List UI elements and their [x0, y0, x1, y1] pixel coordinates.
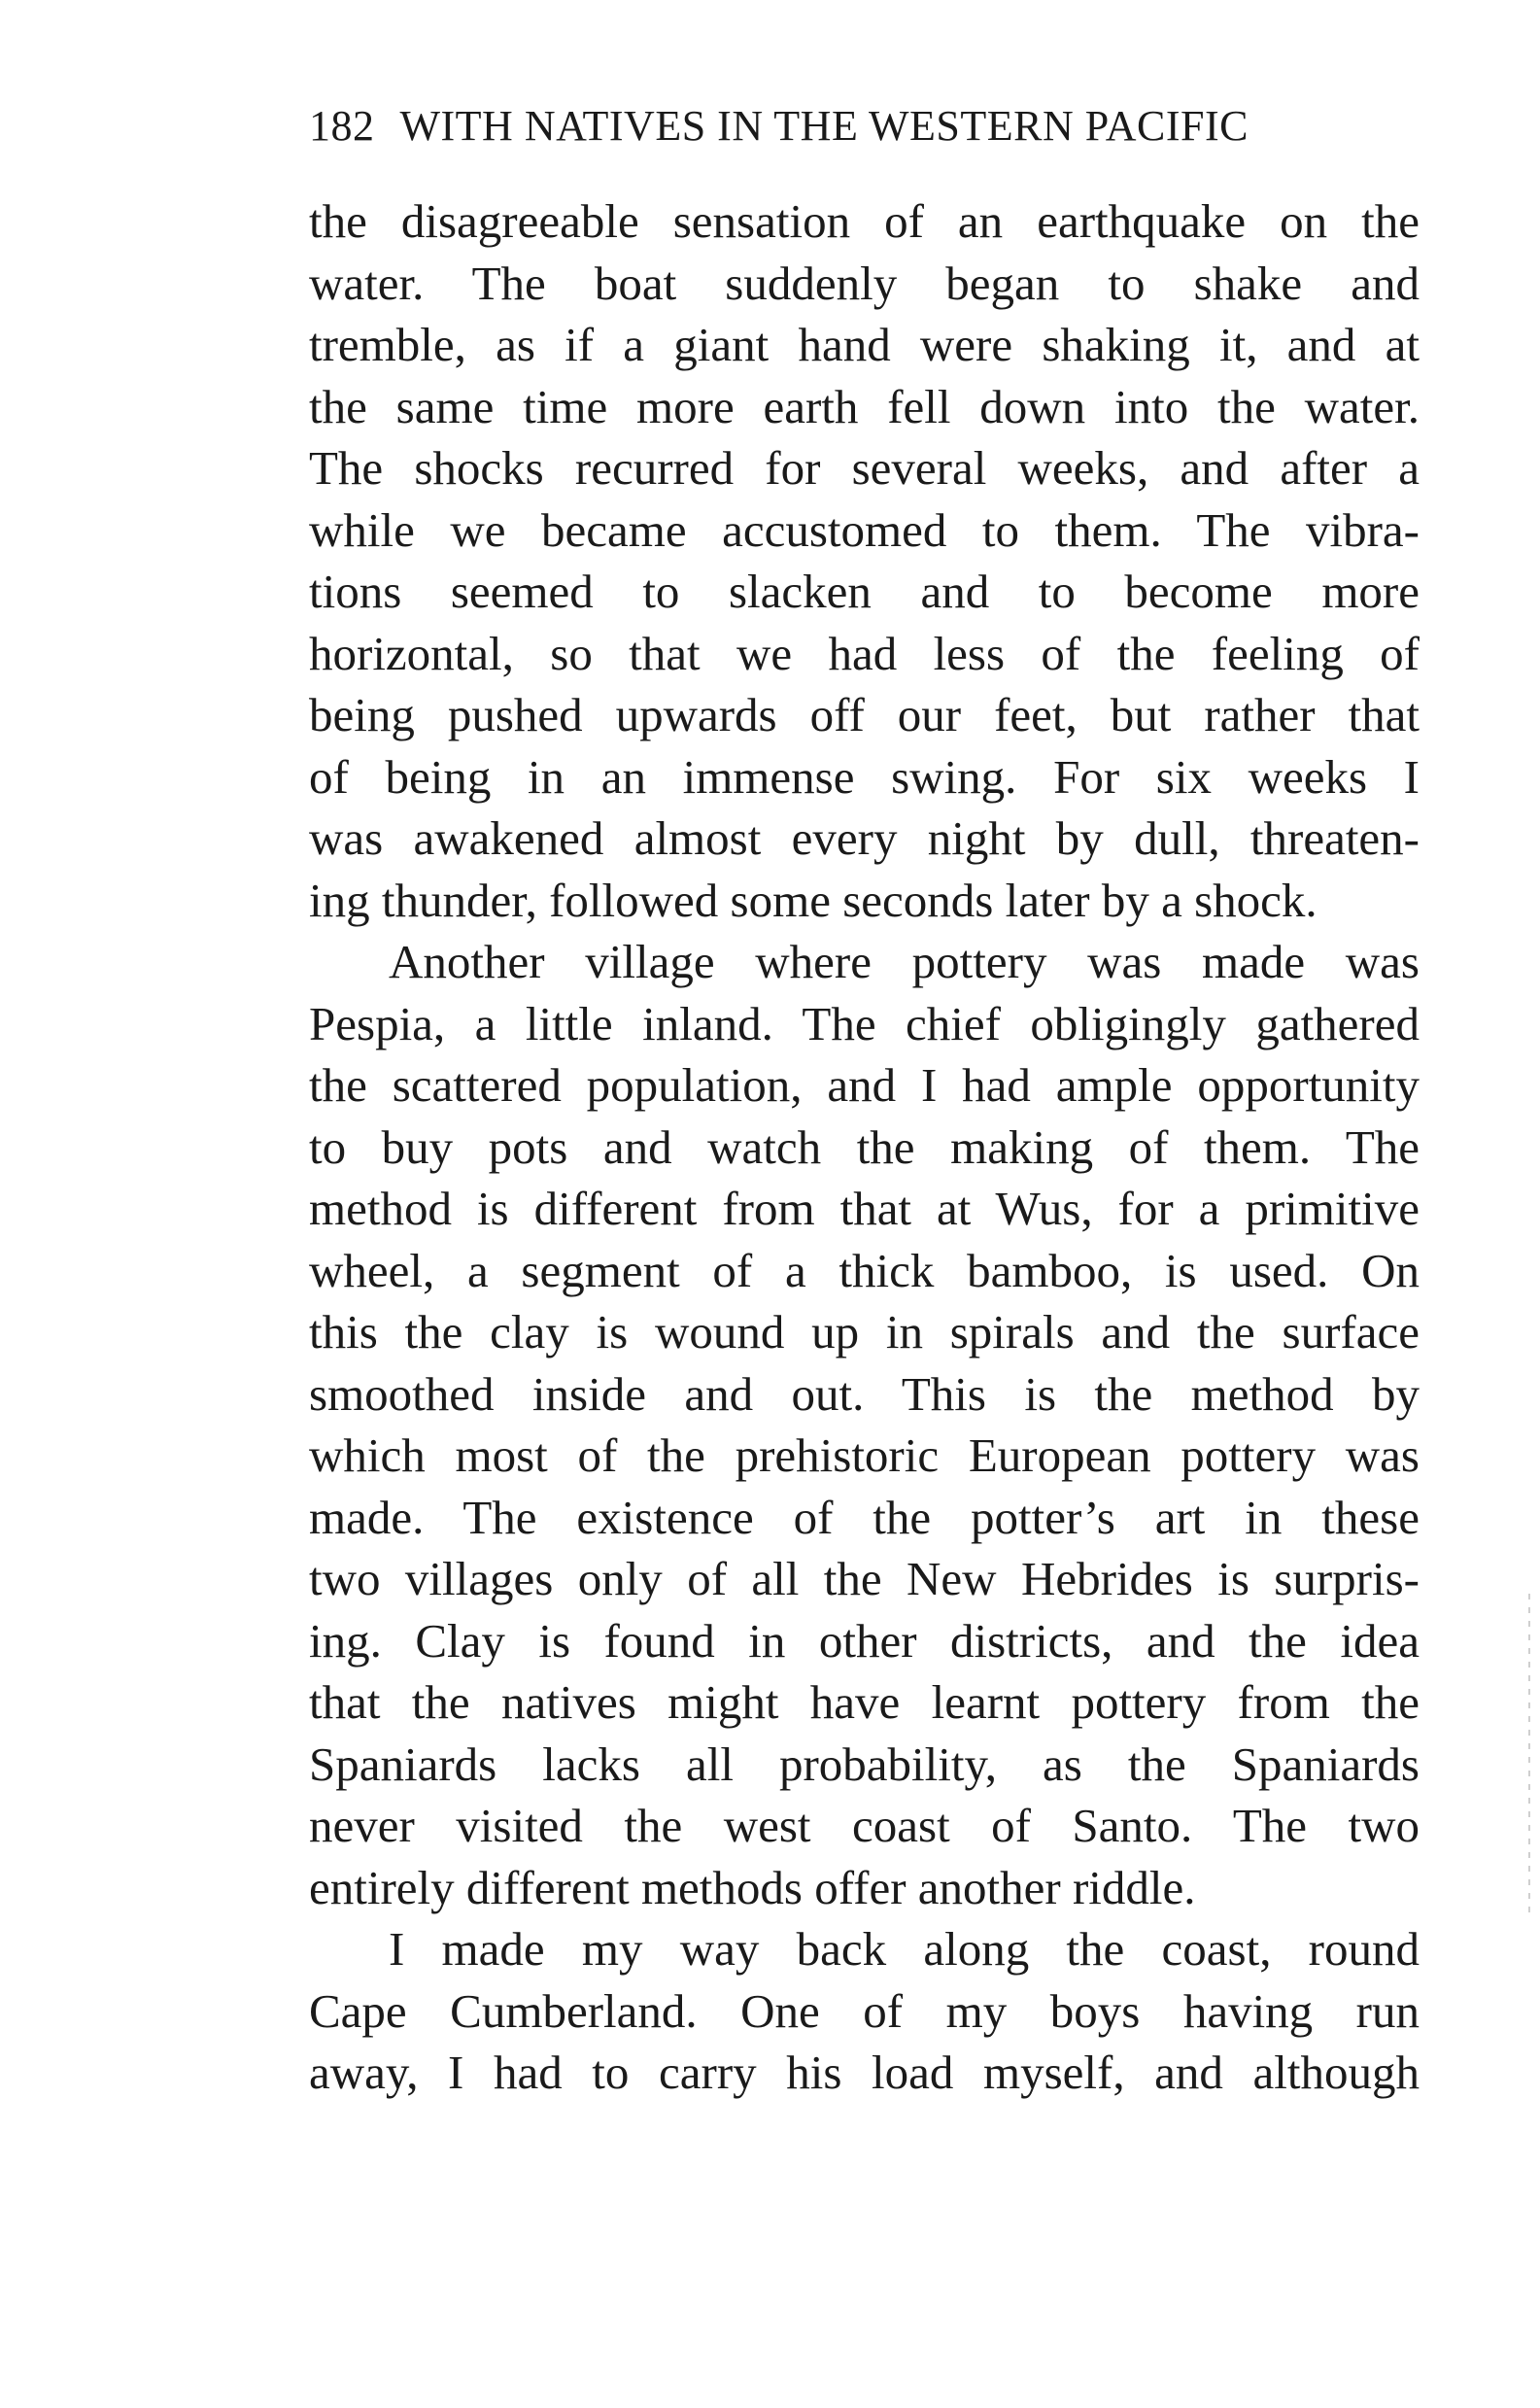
paragraph-start-line: I made my way back along the coast, round [389, 1922, 1420, 1976]
text-line: to buy pots and watch the making of them. The [309, 1119, 1420, 1174]
body-text [309, 190, 1420, 2104]
text-line: while we became accustomed to them. The vibra- [309, 502, 1420, 557]
text-line: the scattered population, and I had ample opportunity [309, 1058, 1420, 1112]
page-header [309, 101, 1402, 159]
text-line: tions seemed to slacken and to become more [309, 565, 1420, 618]
text-line: method is different from that at Wus, for a primitive [309, 1182, 1420, 1235]
text-line: horizontal, so that we had less of the feeling of [309, 626, 1420, 680]
text-line: entirely different methods offer another riddle. [309, 1860, 1196, 1914]
text-line: made. The existence of the potter’s art in these [309, 1490, 1420, 1544]
text-line: Spaniards lacks all probability, as the Spaniards [309, 1737, 1420, 1791]
text-line: Pespia, a little inland. The chief obligingly gathered [309, 996, 1420, 1050]
text-line: two villages only of all the New Hebrides is surpris- [309, 1552, 1420, 1605]
text-line: ing thunder, followed some seconds later by a shock. [309, 873, 1318, 927]
page-edge-mark [1528, 1594, 1530, 1914]
text-line: The shocks recurred for several weeks, and after a [309, 441, 1420, 495]
text-line: that the natives might have learnt pottery from the [309, 1675, 1420, 1729]
page-number: 182 [309, 102, 375, 150]
running-title: WITH NATIVES IN THE WESTERN PACIFIC [399, 102, 1249, 150]
text-line: Cape Cumberland. One of my boys having run [309, 1983, 1420, 2038]
text-line: the same time more earth fell down into the water. [309, 379, 1420, 433]
text-line: being pushed upwards off our feet, but rather that [309, 688, 1420, 741]
text-line: never visited the west coast of Santo. The two [309, 1799, 1420, 1852]
text-line: of being in an immense swing. For six weeks I [309, 749, 1420, 804]
text-line: smoothed inside and out. This is the method by [309, 1366, 1420, 1421]
text-line: was awakened almost every night by dull, threaten- [309, 811, 1420, 865]
text-line: away, I had to carry his load myself, and although [309, 2046, 1420, 2099]
text-line: which most of the prehistoric European pottery was [309, 1428, 1420, 1482]
text-line: the disagreeable sensation of an earthquake on the [309, 194, 1420, 248]
text-line: wheel, a segment of a thick bamboo, is used. On [309, 1243, 1420, 1297]
text-line: water. The boat suddenly began to shake and [309, 256, 1420, 310]
text-line: this the clay is wound up in spirals and the surface [309, 1305, 1420, 1359]
text-line: ing. Clay is found in other districts, and the idea [309, 1613, 1420, 1668]
paragraph-start-line: Another village where pottery was made was [389, 935, 1420, 988]
text-line: tremble, as if a giant hand were shaking it, and at [309, 318, 1420, 371]
